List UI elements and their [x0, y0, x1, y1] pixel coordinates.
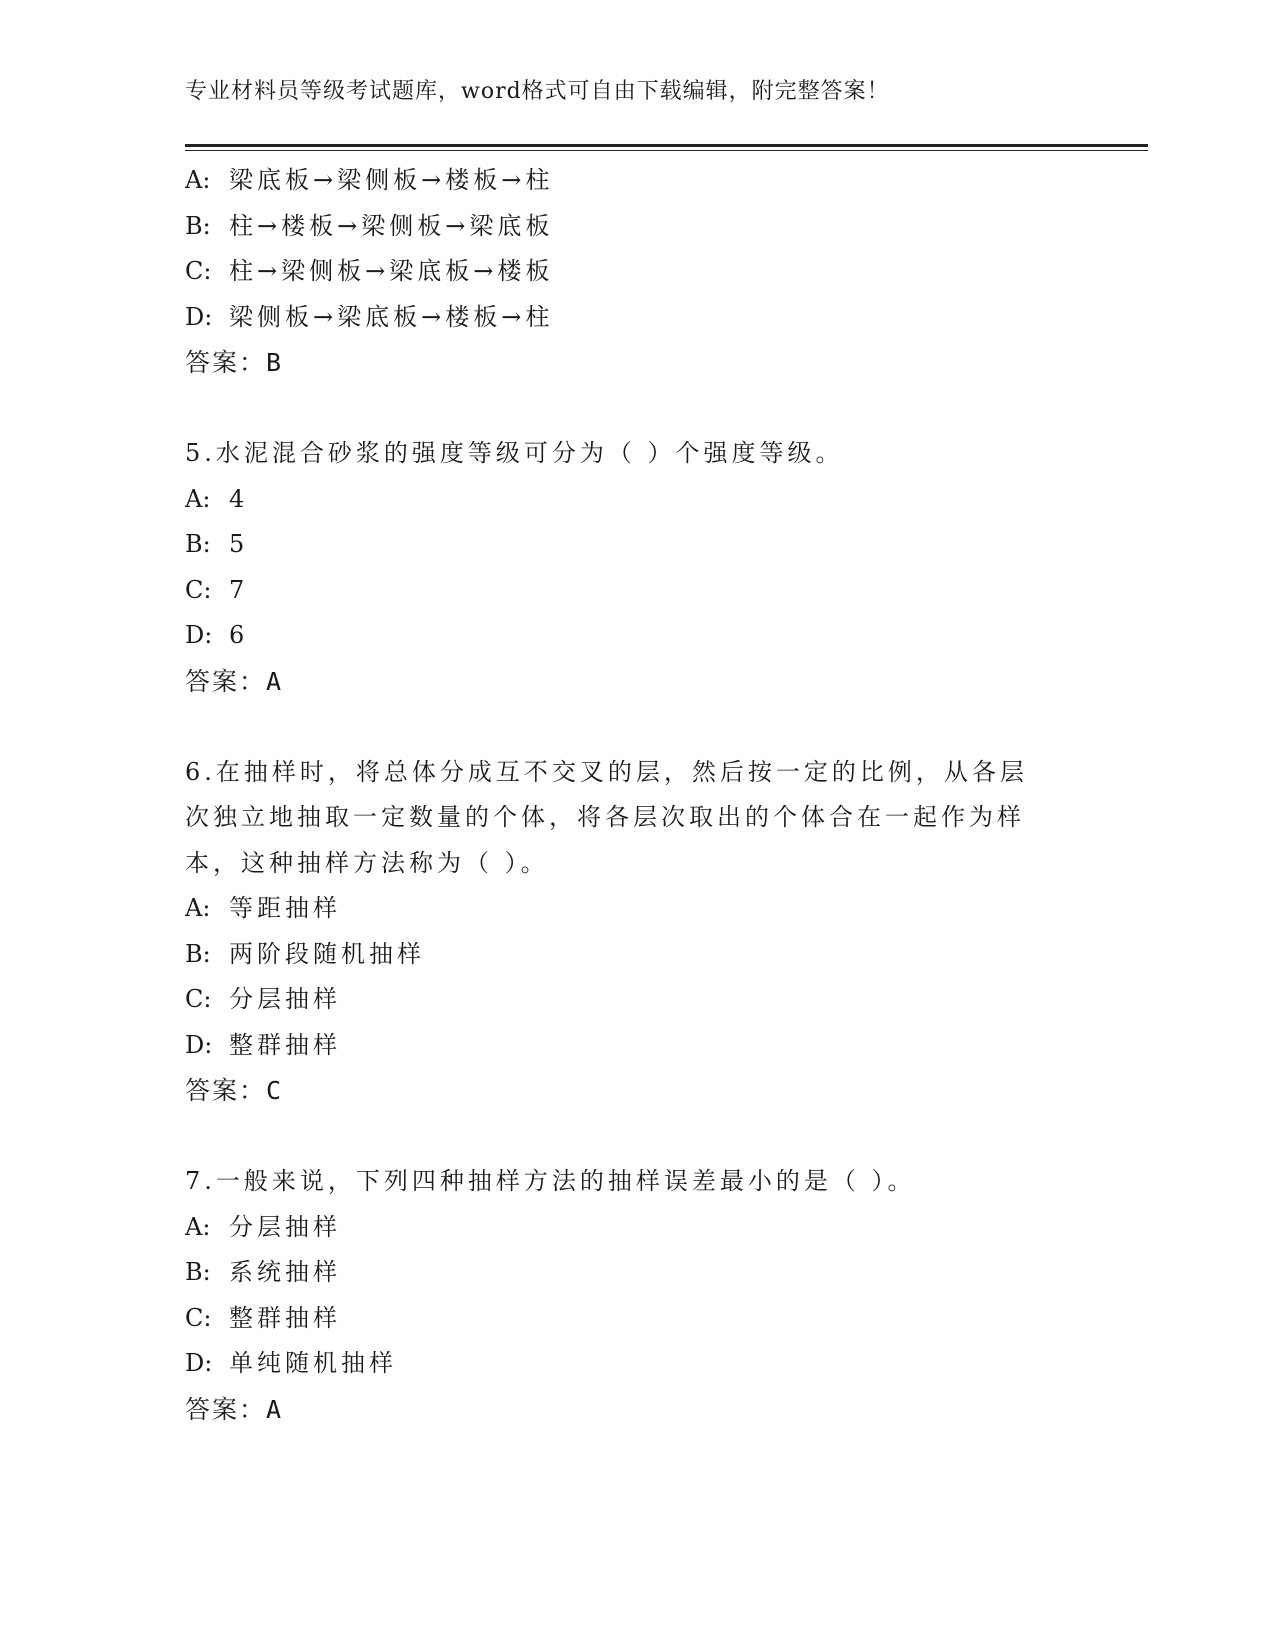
question-stem-line: 本，这种抽样方法称为（ ）。: [185, 848, 549, 877]
option-text: 7: [229, 575, 249, 604]
option-a: [185, 1205, 1085, 1251]
question-block-7: [185, 1159, 1085, 1432]
option-text: 梁底板→梁侧板→楼板→柱: [229, 166, 554, 194]
option-letter: A:: [185, 1212, 211, 1241]
option-letter: D:: [185, 1030, 213, 1059]
option-text: 单纯随机抽样: [229, 1349, 397, 1377]
option-text: 分层抽样: [229, 985, 341, 1013]
answer-value: A: [266, 666, 284, 696]
spacer: [185, 386, 1085, 432]
option-text: 柱→楼板→梁侧板→梁底板: [229, 211, 554, 240]
question-stem: 5.水泥混合砂浆的强度等级可分为（ ）个强度等级。: [185, 439, 844, 467]
option-text: 梁侧板→梁底板→楼板→柱: [229, 302, 554, 331]
option-text: 柱→梁侧板→梁底板→楼板: [229, 257, 554, 285]
option-letter: B:: [185, 939, 211, 968]
answer-value: C: [266, 1076, 284, 1105]
answer-label: 答案：: [185, 1394, 267, 1424]
spacer: [185, 704, 1085, 750]
spacer: [185, 1114, 1085, 1160]
option-c: [185, 568, 1085, 614]
question-stem-line: 6.在抽样时，将总体分成互不交叉的层，然后按一定的比例，从各层: [185, 757, 1028, 786]
option-c: [185, 1296, 1085, 1342]
option-d: [185, 1341, 1085, 1387]
option-c: [185, 249, 1085, 295]
question-stem-line: 次独立地抽取一定数量的个体，将各层次取出的个体合在一起作为样: [185, 803, 1025, 831]
option-letter: A:: [185, 894, 211, 922]
option-text: 5: [229, 530, 249, 558]
option-text: 系统抽样: [229, 1258, 341, 1286]
option-letter: C:: [185, 1303, 212, 1332]
option-d: [185, 1023, 1085, 1069]
option-text: 两阶段随机抽样: [229, 939, 425, 968]
answer-label: 答案：: [185, 1076, 267, 1105]
option-d: [185, 613, 1085, 659]
answer-label: 答案：: [185, 666, 267, 696]
option-text: 分层抽样: [229, 1212, 341, 1241]
header-rule-thin: [185, 150, 1148, 151]
option-text: 等距抽样: [229, 894, 341, 922]
option-b: [185, 522, 1085, 568]
header-rule-thick: [185, 144, 1148, 147]
option-letter: D:: [185, 302, 213, 331]
option-b: [185, 204, 1085, 250]
option-text: 6: [229, 621, 249, 649]
question-block-5: [185, 431, 1085, 704]
option-letter: C:: [185, 575, 212, 604]
answer-line: [185, 1387, 1085, 1433]
document-body: [185, 158, 1085, 1432]
question-block-6: [185, 750, 1085, 1114]
option-text: 整群抽样: [229, 1303, 341, 1332]
answer-value: B: [266, 348, 284, 377]
answer-label: 答案：: [185, 348, 267, 377]
option-letter: A:: [185, 484, 211, 513]
option-letter: B:: [185, 211, 211, 240]
question-block-prev: [185, 158, 1085, 386]
option-letter: B:: [185, 1258, 211, 1286]
answer-line: [185, 659, 1085, 705]
option-letter: D:: [185, 621, 213, 649]
page-header: 专业材料员等级考试题库，word格式可自由下载编辑，附完整答案！: [185, 79, 890, 104]
option-text: 整群抽样: [229, 1030, 341, 1059]
option-letter: A:: [185, 166, 211, 194]
answer-line: [185, 340, 1085, 386]
option-a: [185, 886, 1085, 932]
option-c: [185, 977, 1085, 1023]
answer-value: A: [266, 1394, 284, 1424]
option-letter: B:: [185, 530, 211, 558]
option-text: 4: [229, 484, 249, 513]
option-letter: C:: [185, 985, 212, 1013]
question-stem: 7.一般来说，下列四种抽样方法的抽样误差最小的是（ ）。: [185, 1167, 916, 1195]
option-letter: D:: [185, 1349, 213, 1377]
option-d: [185, 295, 1085, 341]
option-b: [185, 1250, 1085, 1296]
option-letter: C:: [185, 257, 212, 285]
option-a: [185, 477, 1085, 523]
option-b: [185, 932, 1085, 978]
answer-line: [185, 1068, 1085, 1114]
option-a: [185, 158, 1085, 204]
